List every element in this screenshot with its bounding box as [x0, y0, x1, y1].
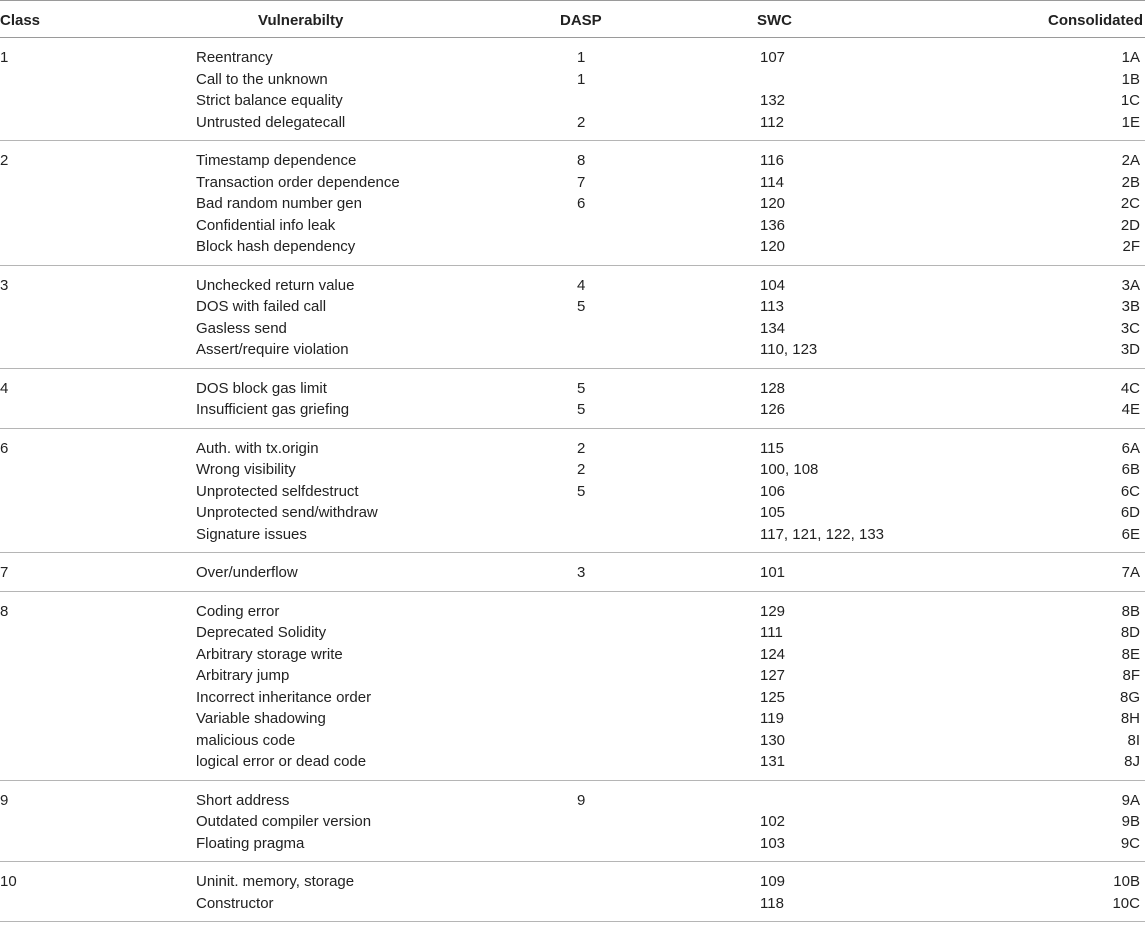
consolidated-cell: 6B [1121, 461, 1140, 478]
table-row [0, 481, 1145, 503]
table-row [0, 150, 1145, 172]
dasp-cell: 5 [577, 482, 586, 500]
vulnerability-cell: Floating pragma [196, 834, 305, 852]
table-row [0, 438, 1145, 460]
vulnerability-cell: Reentrancy [196, 49, 273, 66]
consolidated-cell: 2A [1121, 152, 1140, 169]
vulnerability-cell: Assert/require violation [196, 341, 349, 358]
vulnerability-cell: Confidential info leak [196, 216, 336, 234]
consolidated-cell: 8F [1122, 667, 1140, 684]
vulnerability-cell: Auth. with tx.origin [196, 439, 319, 457]
swc-cell: 129 [760, 602, 786, 620]
dasp-cell: 1 [577, 70, 586, 88]
vulnerability-cell: Uninit. memory, storage [196, 873, 355, 890]
table-row [0, 112, 1145, 134]
consolidated-cell: 8B [1121, 602, 1140, 620]
header-consolidated: Consolidated [1047, 12, 1143, 29]
class-group [0, 141, 1145, 266]
table-row [0, 562, 1145, 584]
vulnerability-cell: Insufficient gas griefing [196, 401, 350, 418]
swc-cell: 126 [760, 401, 786, 418]
table-row [0, 811, 1145, 833]
consolidated-cell: 1B [1121, 70, 1140, 88]
vulnerability-cell: Short address [196, 791, 290, 809]
header-class: Class [0, 12, 41, 29]
dasp-cell: 6 [577, 195, 586, 212]
swc-cell: 134 [760, 319, 786, 337]
consolidated-cell: 9A [1121, 791, 1140, 809]
swc-cell: 118 [760, 894, 784, 912]
consolidated-cell: 3B [1121, 298, 1140, 315]
class-cell: 4 [0, 379, 9, 397]
consolidated-cell: 8I [1127, 731, 1140, 749]
dasp-cell: 2 [577, 439, 586, 457]
table-row [0, 708, 1145, 730]
consolidated-cell: 4E [1121, 401, 1140, 418]
vulnerability-cell: Incorrect inheritance order [196, 688, 372, 706]
table-row [0, 871, 1145, 893]
table-row [0, 730, 1145, 752]
consolidated-cell: 7A [1121, 564, 1140, 581]
table-row [0, 833, 1145, 855]
vulnerability-cell: DOS with failed call [196, 298, 327, 315]
table-row [0, 790, 1145, 812]
vulnerability-cell: Deprecated Solidity [196, 624, 327, 641]
vulnerability-cell: Variable shadowing [196, 710, 326, 727]
vulnerability-cell: DOS block gas limit [196, 379, 327, 397]
dasp-cell: 3 [577, 564, 586, 581]
vulnerability-cell: Call to the unknown [196, 70, 328, 88]
vulnerability-cell: logical error or dead code [196, 753, 367, 770]
consolidated-cell: 6C [1120, 482, 1140, 500]
vulnerability-cell: Coding error [196, 602, 280, 620]
table-row [0, 236, 1145, 258]
class-cell: 8 [0, 602, 9, 620]
table-row [0, 172, 1145, 194]
consolidated-cell: 9B [1121, 813, 1140, 830]
swc-cell: 119 [760, 710, 784, 727]
swc-cell: 117, 121, 122, 133 [760, 525, 884, 543]
consolidated-cell: 2D [1120, 216, 1140, 234]
swc-cell: 107 [760, 49, 786, 66]
table-row [0, 502, 1145, 524]
swc-cell: 127 [760, 667, 786, 684]
swc-cell: 104 [760, 276, 786, 294]
table-row [0, 622, 1145, 644]
swc-cell: 120 [760, 195, 786, 212]
swc-cell: 110, 123 [760, 341, 818, 358]
vulnerability-cell: Signature issues [196, 525, 307, 543]
swc-cell: 124 [760, 645, 786, 663]
swc-cell: 102 [760, 813, 786, 830]
vulnerability-cell: Arbitrary jump [196, 667, 290, 684]
table-row [0, 69, 1145, 91]
table-row [0, 47, 1145, 69]
consolidated-cell: 9C [1120, 834, 1140, 852]
dasp-cell: 2 [577, 113, 586, 131]
consolidated-cell: 8J [1124, 753, 1140, 770]
table-row [0, 378, 1145, 400]
table-row [0, 318, 1145, 340]
swc-cell: 103 [760, 834, 786, 852]
table-row [0, 893, 1145, 915]
swc-cell: 113 [760, 298, 784, 315]
dasp-cell: 1 [577, 49, 586, 66]
consolidated-cell: 1A [1121, 49, 1140, 66]
vulnerability-cell: Untrusted delegatecall [196, 113, 346, 131]
vulnerability-cell: Gasless send [196, 319, 287, 337]
consolidated-cell: 10C [1112, 894, 1140, 912]
swc-cell: 128 [760, 379, 786, 397]
table-row [0, 215, 1145, 237]
table-row [0, 459, 1145, 481]
consolidated-cell: 8D [1120, 624, 1140, 641]
class-group [0, 781, 1145, 863]
class-group [0, 369, 1145, 429]
consolidated-cell: 3D [1120, 341, 1140, 358]
header-swc: SWC [757, 12, 792, 29]
consolidated-cell: 2F [1122, 238, 1140, 255]
consolidated-cell: 8H [1120, 710, 1140, 727]
vulnerability-cell: Unprotected selfdestruct [196, 482, 359, 500]
vulnerability-cell: Unchecked return value [196, 276, 355, 294]
swc-cell: 132 [760, 92, 786, 109]
swc-cell: 112 [760, 113, 784, 131]
table-body [0, 38, 1145, 922]
table-header [0, 0, 1145, 38]
dasp-cell: 2 [577, 461, 586, 478]
dasp-cell: 5 [577, 379, 586, 397]
dasp-cell: 4 [577, 276, 586, 294]
table-row [0, 524, 1145, 546]
dasp-cell: 9 [577, 791, 586, 809]
consolidated-cell: 8E [1121, 645, 1140, 663]
vulnerability-cell: Bad random number gen [196, 195, 362, 212]
vulnerability-cell: Timestamp dependence [196, 152, 357, 169]
swc-cell: 136 [760, 216, 786, 234]
vulnerability-cell: malicious code [196, 731, 296, 749]
consolidated-cell: 3C [1120, 319, 1140, 337]
class-group [0, 592, 1145, 781]
consolidated-cell: 3A [1121, 276, 1140, 294]
class-cell: 9 [0, 791, 9, 809]
class-group [0, 862, 1145, 922]
swc-cell: 101 [760, 564, 786, 581]
dasp-cell: 7 [577, 173, 586, 191]
table-row [0, 665, 1145, 687]
table-row [0, 90, 1145, 112]
consolidated-cell: 6D [1120, 504, 1140, 521]
table-row [0, 399, 1145, 421]
swc-cell: 100, 108 [760, 461, 819, 478]
swc-cell: 130 [760, 731, 786, 749]
swc-cell: 109 [760, 873, 786, 890]
vulnerability-cell: Block hash dependency [196, 238, 356, 255]
swc-cell: 114 [760, 173, 784, 191]
table-row [0, 339, 1145, 361]
vulnerability-cell: Outdated compiler version [196, 813, 372, 830]
header-dasp: DASP [560, 12, 602, 29]
swc-cell: 111 [760, 624, 783, 641]
class-group [0, 266, 1145, 369]
table-row [0, 193, 1145, 215]
table-row [0, 296, 1145, 318]
swc-cell: 115 [760, 439, 784, 457]
vulnerability-cell: Unprotected send/withdraw [196, 504, 378, 521]
consolidated-cell: 2C [1120, 195, 1140, 212]
swc-cell: 106 [760, 482, 786, 500]
class-cell: 1 [0, 49, 9, 66]
vulnerability-cell: Wrong visibility [196, 461, 296, 478]
swc-cell: 116 [760, 152, 784, 169]
table-row [0, 751, 1145, 773]
table-row [0, 644, 1145, 666]
vulnerability-cell: Transaction order dependence [196, 173, 400, 191]
class-cell: 2 [0, 152, 9, 169]
header-vulnerability: Vulnerabilty [258, 12, 344, 29]
consolidated-cell: 10B [1113, 873, 1140, 890]
consolidated-cell: 6E [1121, 525, 1140, 543]
swc-cell: 131 [760, 753, 786, 770]
dasp-cell: 5 [577, 298, 586, 315]
consolidated-cell: 6A [1121, 439, 1140, 457]
vulnerability-cell: Constructor [196, 894, 274, 912]
swc-cell: 105 [760, 504, 786, 521]
table-row [0, 687, 1145, 709]
vulnerability-cell: Arbitrary storage write [196, 645, 343, 663]
dasp-cell: 8 [577, 152, 586, 169]
class-group [0, 553, 1145, 592]
consolidated-cell: 1E [1121, 113, 1140, 131]
class-cell: 7 [0, 564, 9, 581]
table-row [0, 275, 1145, 297]
dasp-cell: 5 [577, 401, 586, 418]
class-group [0, 38, 1145, 141]
consolidated-cell: 4C [1120, 379, 1140, 397]
vulnerability-cell: Strict balance equality [196, 92, 343, 109]
table-row [0, 601, 1145, 623]
consolidated-cell: 2B [1121, 173, 1140, 191]
consolidated-cell: 8G [1119, 688, 1140, 706]
swc-cell: 125 [760, 688, 786, 706]
class-cell: 10 [0, 873, 17, 890]
class-cell: 6 [0, 439, 9, 457]
vulnerability-cell: Over/underflow [196, 564, 298, 581]
swc-cell: 120 [760, 238, 786, 255]
class-group [0, 429, 1145, 554]
class-cell: 3 [0, 276, 9, 294]
consolidated-cell: 1C [1120, 92, 1140, 109]
